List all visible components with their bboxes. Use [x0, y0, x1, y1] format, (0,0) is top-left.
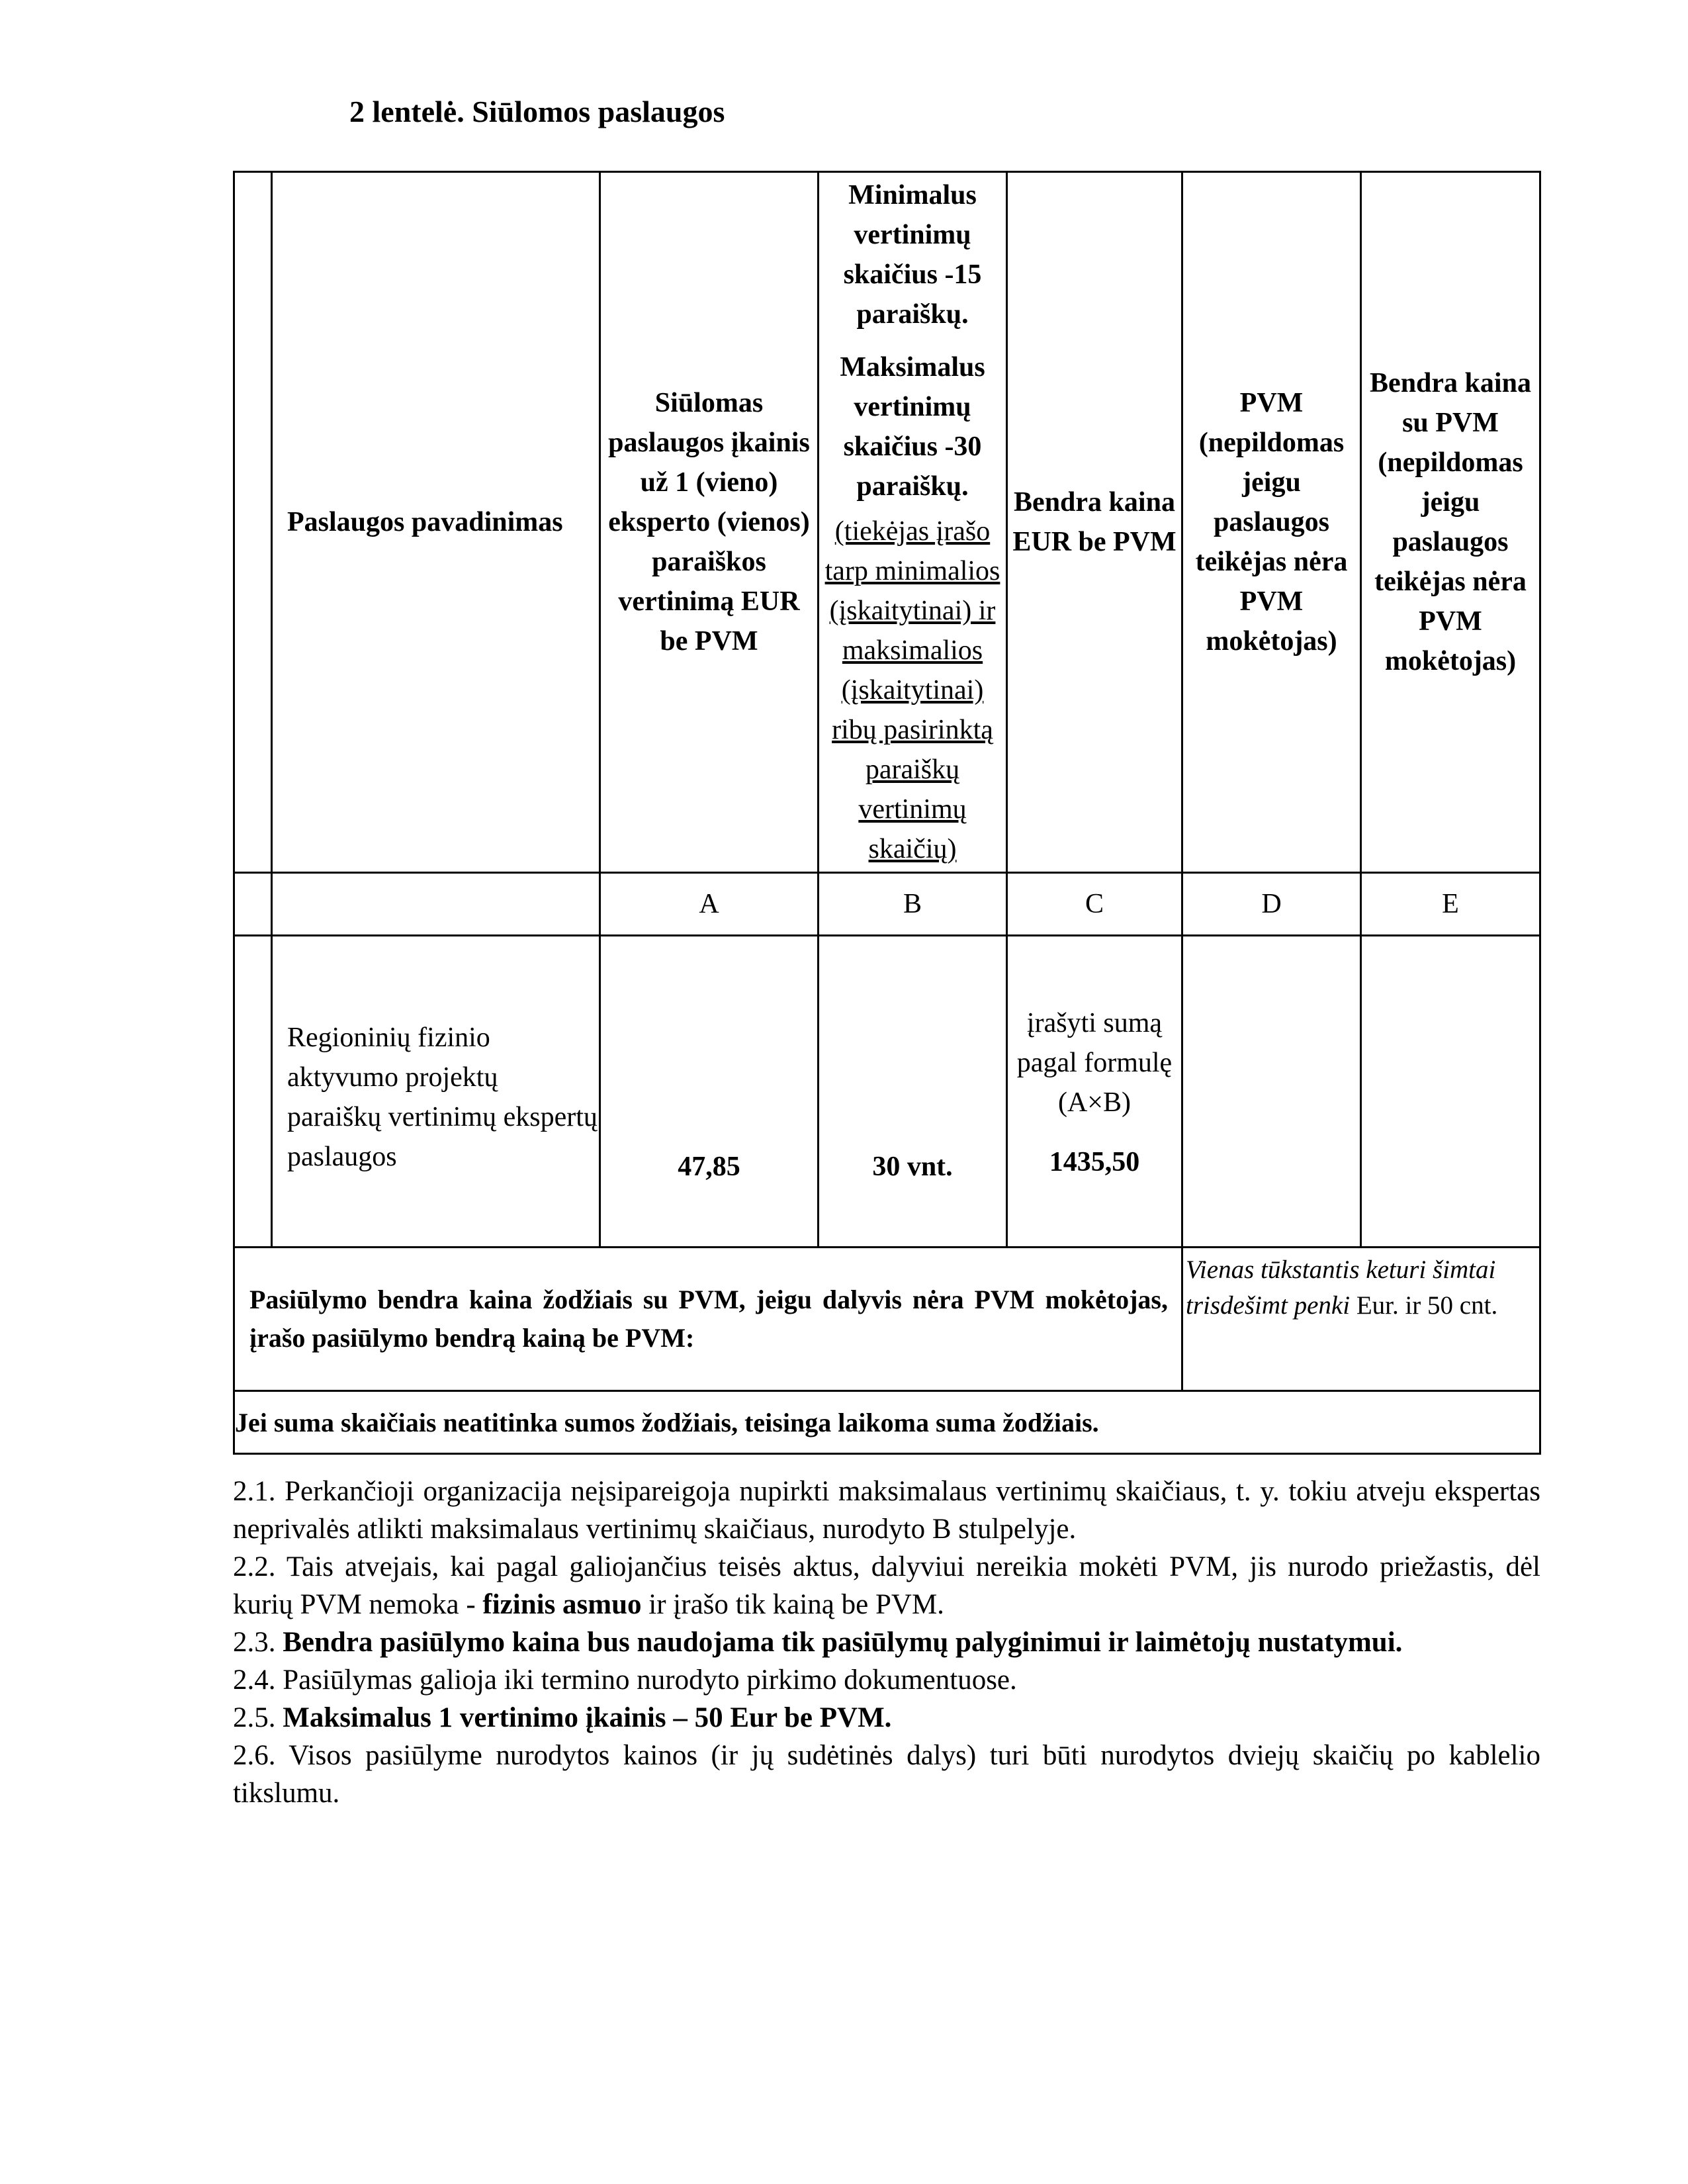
- header-service-name: Paslaugos pavadinimas: [272, 172, 600, 873]
- total-words-italic: Vienas tūkstantis keturi šimtai trisdešimt penki: [1186, 1255, 1496, 1320]
- header-quantity-max: Maksimalus vertinimų skaičius -30 paraiškų.: [840, 352, 985, 502]
- terms-paragraphs: [233, 1473, 1540, 1812]
- p5-bold: Maksimalus 1 vertinimo įkainis – 50 Eur be PVM.: [283, 1702, 892, 1733]
- total-cell: [1007, 936, 1182, 1248]
- header-quantity-note: (tiekėjas įrašo tarp minimalios (įskaitytinai) ir maksimalios (įskaitytinai) ribų pasirinktą paraiškų vertinimų skaičių): [824, 516, 1000, 864]
- column-letters-row: [234, 873, 1540, 936]
- empty-cell: [272, 873, 600, 936]
- table-row: [234, 936, 1540, 1248]
- column-letter-b: B: [819, 873, 1007, 936]
- total-in-words-value: [1182, 1248, 1540, 1391]
- p2-bold: fizinis asmuo: [482, 1589, 642, 1620]
- header-quantity-min: Minimalus vertinimų skaičius -15 paraiškų.: [843, 180, 982, 330]
- column-letter-a: A: [600, 873, 819, 936]
- header-unit-price: Siūlomas paslaugos įkainis už 1 (vieno) eksperto (vienos) paraiškos vertinimą EUR be PVM: [600, 172, 819, 873]
- paragraph-2-2: [233, 1548, 1540, 1623]
- header-vat: PVM (nepildomas jeigu paslaugos teikėjas nėra PVM mokėtojas): [1182, 172, 1361, 873]
- p5-number: 2.5.: [233, 1702, 283, 1733]
- header-total: Bendra kaina EUR be PVM: [1007, 172, 1182, 873]
- header-quantity: [819, 172, 1007, 873]
- p3-bold: Bendra pasiūlymo kaina bus naudojama tik pasiūlymų palyginimui ir laimėtojų nustatymui.: [283, 1627, 1403, 1658]
- p3-number: 2.3.: [233, 1627, 283, 1658]
- services-table: [233, 171, 1541, 1455]
- service-name: Regioninių fizinio aktyvumo projektų paraiškų vertinimų ekspertų paslaugos: [272, 936, 600, 1248]
- index-cell: [234, 172, 272, 873]
- vat-value: [1182, 936, 1361, 1248]
- paragraph-2-3: [233, 1623, 1540, 1661]
- paragraph-2-1: 2.1. Perkančioji organizacija neįsipareigoja nupirkti maksimalaus vertinimų skaičiaus, t. y. tokiu atveju ekspertas neprivalės atlikti maksimalaus vertinimų skaičiaus, nurodyto B stulpelyje.: [233, 1476, 1540, 1545]
- words-precedence-row: [234, 1391, 1540, 1454]
- total-value: 1435,50: [1049, 1147, 1140, 1177]
- table-caption: 2 lentelė. Siūlomos paslaugos: [349, 95, 725, 128]
- header-total-with-vat: Bendra kaina su PVM (nepildomas jeigu paslaugos teikėjas nėra PVM mokėtojas): [1361, 172, 1540, 873]
- index-cell: [234, 936, 272, 1248]
- p2-tail: ir įrašo tik kainą be PVM.: [641, 1589, 944, 1620]
- paragraph-2-6: 2.6. Visos pasiūlyme nurodytos kainos (ir jų sudėtinės dalys) turi būti nurodytos dviejų skaičių po kablelio tikslumu.: [233, 1740, 1540, 1809]
- total-in-words-row: [234, 1248, 1540, 1391]
- index-cell: [234, 873, 272, 936]
- paragraph-2-4: 2.4. Pasiūlymas galioja iki termino nurodyto pirkimo dokumentuose.: [233, 1664, 1017, 1696]
- column-letter-c: C: [1007, 873, 1182, 936]
- header-row: [234, 172, 1540, 873]
- p2-text: 2.2. Tais atvejais, kai pagal galiojančius teisės aktus, dalyviui nereikia mokėti PVM, jis nurodo priežastis, dėl kurių PVM nemoka -: [233, 1551, 1540, 1620]
- formula-note: įrašyti sumą pagal formulę (A×B): [1016, 1008, 1173, 1118]
- total-in-words-label: Pasiūlymo bendra kaina žodžiais su PVM, jeigu dalyvis nėra PVM mokėtojas, įrašo pasiūlymo bendrą kainą be PVM:: [234, 1248, 1182, 1391]
- quantity-value: 30 vnt.: [819, 936, 1007, 1248]
- paragraph-2-5: [233, 1699, 1540, 1737]
- words-precedence-note: Jei suma skaičiais neatitinka sumos žodžiais, teisinga laikoma suma žodžiais.: [234, 1391, 1540, 1454]
- column-letter-e: E: [1361, 873, 1540, 936]
- total-words-tail: Eur. ir 50 cnt.: [1350, 1291, 1498, 1320]
- total-with-vat-value: [1361, 936, 1540, 1248]
- unit-price-value: 47,85: [600, 936, 819, 1248]
- column-letter-d: D: [1182, 873, 1361, 936]
